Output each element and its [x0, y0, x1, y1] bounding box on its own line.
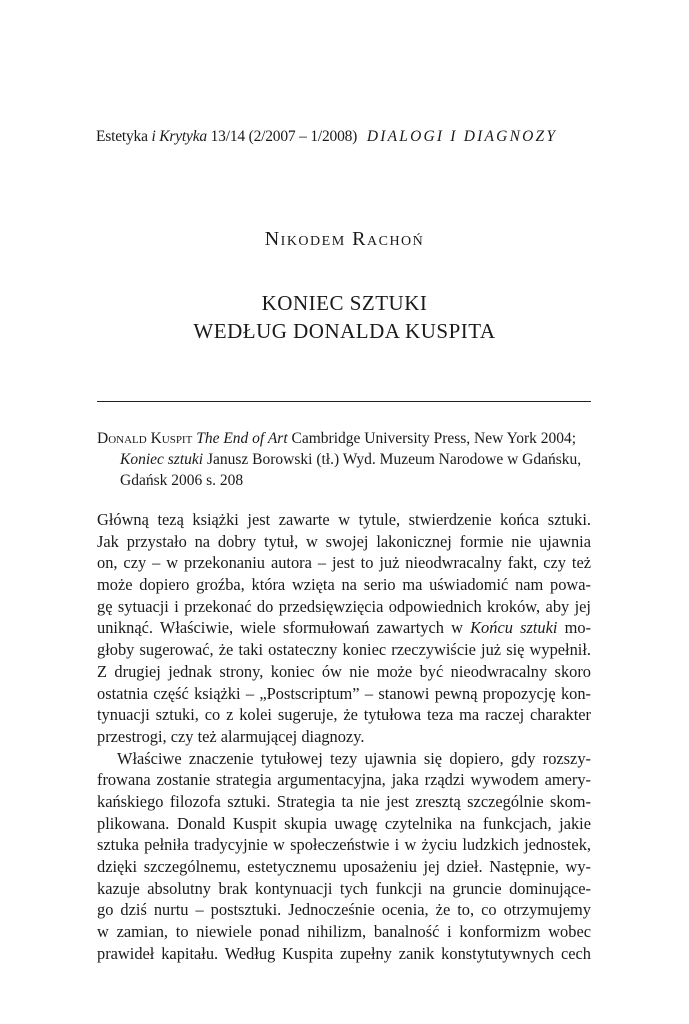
text-line: tynuacji sztuki, co z kolei sugeruje, że tytułowa teza ma raczej charakter [97, 705, 591, 725]
horizontal-divider [97, 401, 591, 402]
text-line: Główną tezą książki jest zawarte w tytule, stwierdzenie końca sztuki. [97, 510, 591, 529]
text-segment: mo- [564, 618, 591, 638]
text-line: kańskiego filozofa sztuki. Strategia ta nie jest zresztą szczególnie skom- [97, 791, 591, 811]
bibliographic-note [97, 428, 591, 491]
title-line: KONIEC SZTUKI [261, 291, 428, 315]
text-line: głoby sugerować, że taki ostateczny koniec rzeczywiście już się wypełnił. [97, 640, 591, 660]
section-rubric: DIALOGI I DIAGNOZY [366, 128, 558, 145]
text-line: sztuka pełniła tradycyjnie w społeczeństwie i w życiu ludzkich jednostek, [97, 835, 591, 855]
journal-name-part2: Krytyka [159, 128, 207, 145]
reviewed-author: Donald Kuspit [97, 430, 193, 447]
text-line: on, czy – w przekonaniu autora – jest to już nieodwracalny fakt, czy też [97, 553, 591, 573]
paragraph [97, 509, 591, 748]
reviewed-book-title: The End of Art [196, 430, 288, 447]
text-line: ostatnia część książki – „Postscriptum” – stanowi pewną propozycję kon- [97, 683, 591, 703]
text-line: gę sytuacji i przekonać do przedsięwzięcia odpowiednich kroków, aby jej [97, 596, 591, 616]
title-line: WEDŁUG DONALDA KUSPITA [193, 319, 496, 343]
translation-info: Janusz Borowski (tł.) Wyd. Muzeum Narodowe w Gdańsku, [206, 451, 582, 468]
translated-book-title: Koniec sztuki [120, 451, 204, 468]
text-line: kazuje absolutny brak kontynuacji tych funkcji na gruncie dominujące- [97, 878, 591, 898]
issue-number: 13/14 (2/2007 – 1/2008) [210, 128, 358, 145]
journal-name-conjunction: i [151, 128, 156, 145]
publisher-info: Cambridge University Press, New York 2004; [291, 430, 577, 447]
running-header [96, 128, 616, 146]
text-line: plikowana. Donald Kuspit skupia uwagę czytelnika na funkcjach, jakie [97, 813, 591, 833]
biblio-line [97, 449, 591, 470]
italic-book-title: Końcu sztuki [470, 618, 558, 638]
journal-name-part1: Estetyka [96, 128, 148, 145]
text-segment: uniknąć. Właściwie, wiele sformułowań zawartych w [97, 618, 463, 638]
text-line: go dziś nurtu – postsztuki. Jednocześnie ocenia, że to, co otrzymujemy [97, 900, 591, 920]
text-line: może dopiero groźba, która wzięta na serio ma uświadomić nam powa- [97, 575, 591, 595]
biblio-line: Gdańsk 2006 s. 208 [120, 472, 244, 489]
article-body [97, 509, 591, 964]
article-title [0, 289, 689, 345]
paragraph [97, 748, 591, 965]
text-line: Jak przystało na dobry tytuł, w swojej lakonicznej formie nie ujawnia [97, 531, 591, 551]
text-line: dzięki szczególnemu, estetycznemu uposażeniu jej dzieł. Następnie, wy- [97, 857, 591, 876]
text-line: frowana zostanie strategia argumentacyjna, jaka rządzi wywodem amery- [97, 770, 591, 790]
text-line: prawideł kapitału. Według Kuspita zupełny zanik konstytutywnych cech [97, 943, 591, 963]
text-line [97, 617, 591, 639]
text-line: w zamian, to niewiele ponad nihilizm, banalność i konformizm wobec [97, 922, 591, 942]
biblio-line [97, 428, 591, 449]
text-line: Z drugiej jednak strony, koniec ów nie może być nieodwracalny skoro [97, 661, 591, 681]
article-author: Nikodem Rachoń [264, 228, 425, 250]
text-line: Właściwe znaczenie tytułowej tezy ujawnia się dopiero, gdy rozszy- [117, 748, 591, 768]
text-line: przestrogi, czy też alarmującej diagnozy. [97, 726, 365, 746]
